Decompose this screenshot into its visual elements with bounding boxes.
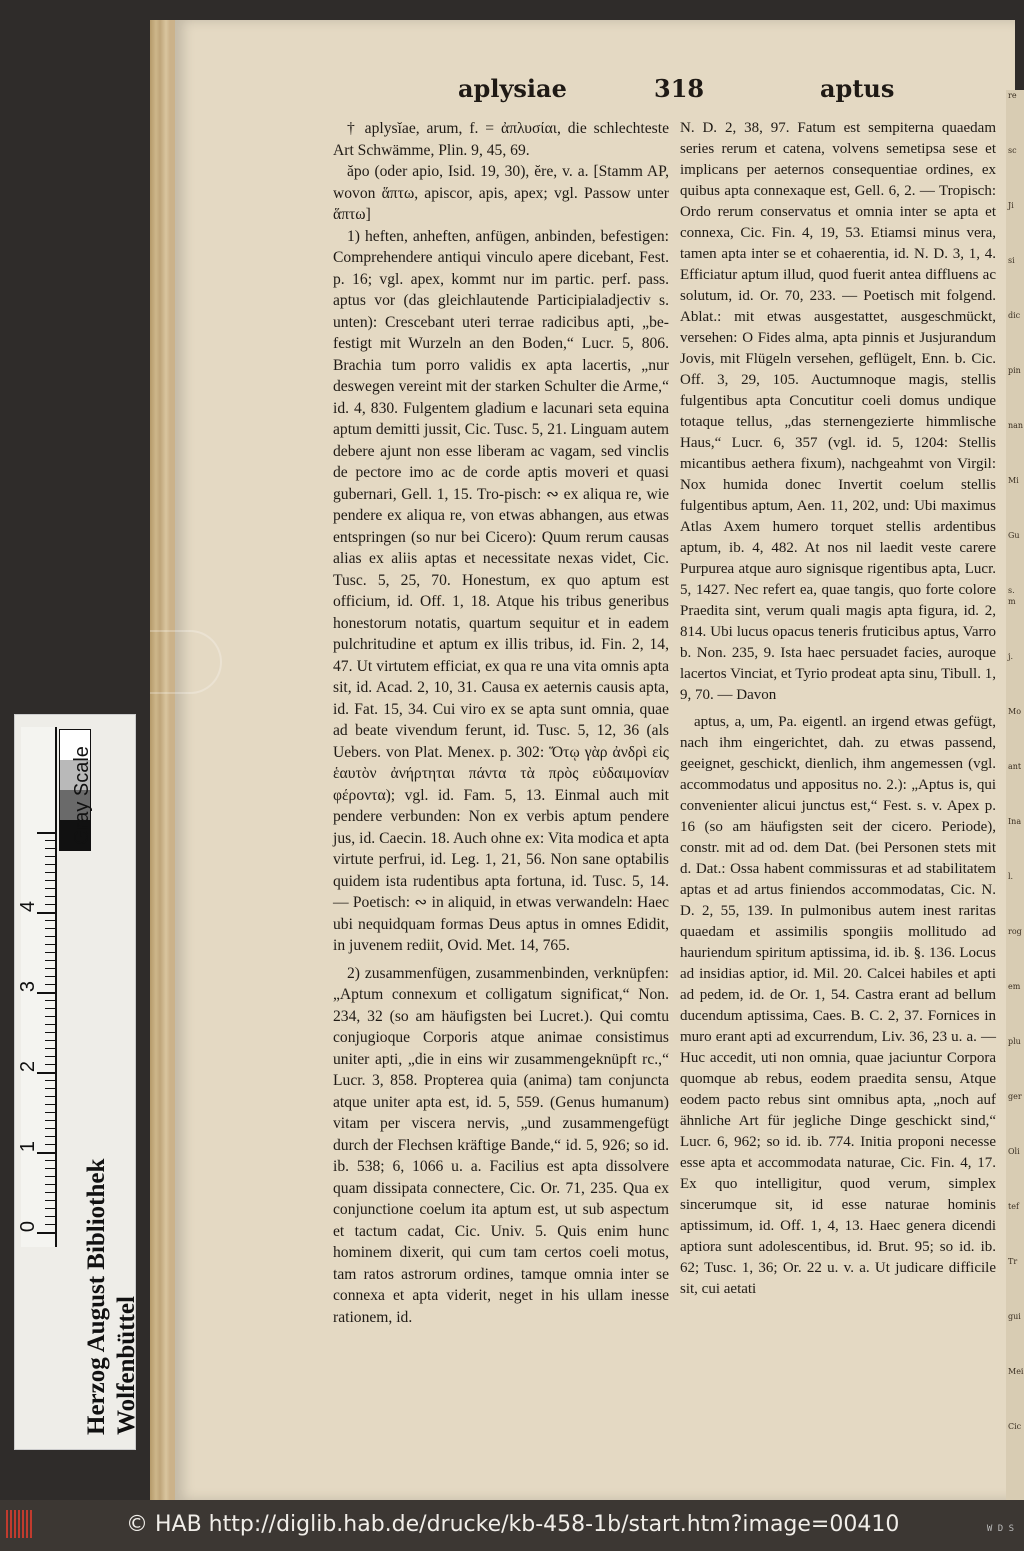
ruler-tick (45, 1024, 55, 1025)
next-page-fragment: plu (1008, 1037, 1021, 1046)
ruler-tick (45, 976, 55, 977)
ruler-tick (37, 1232, 55, 1234)
next-page-edge (1006, 90, 1024, 1500)
ruler-tick (45, 1208, 55, 1209)
ruler-tick (45, 1088, 55, 1089)
ruler-tick (45, 1080, 55, 1081)
ruler-tick (45, 952, 55, 953)
barcode-stripe (14, 1510, 16, 1538)
next-page-fragment: Tr (1008, 1257, 1018, 1266)
ruler-tick (45, 864, 55, 865)
running-head-left: aplysiae (458, 74, 567, 103)
ruler-tick (37, 1072, 55, 1074)
footer-bar (0, 1500, 1024, 1551)
ruler-tick (45, 848, 55, 849)
ruler-tick (37, 832, 55, 834)
ruler-tick (45, 840, 55, 841)
next-page-fragment: rog (1008, 927, 1022, 936)
next-page-fragment: re (1008, 91, 1017, 100)
ruler-tick (45, 1224, 55, 1225)
ruler-tick (45, 1200, 55, 1201)
next-page-fragment: Mi (1008, 476, 1019, 485)
entry-apo: ăpo (oder apio, Isid. 19, 30), ĕre, v. a. [Stamm AP, wovon ἅπτω, apiscor, apis, apex; vgl. Passow unter ἅπτω] (333, 163, 669, 223)
barcode-icon (6, 1510, 32, 1538)
scale-number: 0 (17, 1220, 40, 1233)
ruler-tick (45, 1160, 55, 1161)
ruler-tick (45, 1112, 55, 1113)
ruler-tick (45, 944, 55, 945)
ruler-tick (45, 1128, 55, 1129)
next-page-fragment: em (1008, 982, 1021, 991)
barcode-stripe (18, 1510, 20, 1538)
next-page-fragment: ant (1008, 762, 1022, 771)
next-page-fragment: Gu (1008, 531, 1020, 540)
ruler-tick (45, 888, 55, 889)
next-page-fragment: si (1008, 256, 1015, 265)
entry-apo-sense-2: 2) zusammenfügen, zusammenbinden, verknüpfen: „Aptum connexum et colligatum significat,“ Non. 234, 32 (so am häufigsten bei Lucret.). Qui comtu conjugioque Corporis atque animae consistimus uniter apti, „die in eins wir zusammengeknüpft rc.,“ Lucr. 3, 858. Propterea quia (anima) tam conjuncta atque uniter apta est, id. 5, 559. (Genus humanum) vitam per viscera nervis, „und zusammengefügt durch der Flechsen kräftige Bande,“ id. 5, 926; so id. ib. 538; 6, 1066 u. a. Facilius est apta dissolvere quam dissipata connectere, Cic. Or. 71, 235. Qua ex conjunctione coelum ita aptum est, ut sub aspectum et tactum cadat, Cic. Univ. 5. Quis enim hunc hominem dixerit, qui cum tam certos coeli motus, tam ratos astrorum ordines, tamque omnia inter se connexa et apta viderit, neget in his ullam inesse rationem, id. (333, 964, 669, 1326)
ruler-tick (45, 1096, 55, 1097)
footer-mark: W D S (986, 1524, 1014, 1534)
ruler-tick (45, 1008, 55, 1009)
next-page-fragment: tef (1008, 1202, 1019, 1211)
ruler-tick (45, 1136, 55, 1137)
next-page-fragment: Ina (1008, 817, 1022, 826)
ruler-tick (37, 912, 55, 914)
column-left (333, 118, 669, 1328)
page-number: 318 (654, 74, 705, 103)
ruler-tick (45, 1104, 55, 1105)
ruler-tick (45, 1048, 55, 1049)
next-page-fragment: Mo (1008, 707, 1022, 716)
next-page-fragment: Ji (1008, 201, 1014, 210)
next-page-fragment: nan (1008, 421, 1024, 430)
ruler-tick (45, 1168, 55, 1169)
barcode-stripe (6, 1510, 8, 1538)
ruler-tick (45, 896, 55, 897)
ruler-tick (45, 928, 55, 929)
ruler-tick (45, 1064, 55, 1065)
ruler-tick (45, 1000, 55, 1001)
entry-apo-sense-1: 1) heften, anheften, anfügen, anbinden, befestigen: Comprehendere antiqui vinculo apere dicebant, Fest. p. 16; vgl. apex, kommt nur im partic. perf. pass. aptus vor (das gleichlautende Participialadjectiv s. unten): Crescebant uteri terrae radicibus apti, „be-festigt mit Wurzeln an den Boden,“ Lucr. 5, 806. Brachia tum porro validis ex apta lacertis, „nur deswegen vereint mit der starken Schulter die Arme,“ id. 4, 830. Fulgentem gladium e lacunari seta equina aptum demitti jussit, Cic. Tusc. 5, 21. Linguam autem debere ajunt non esse liberam ac vagam, sed vinclis de pectore imo ac de corde aptis moveri et quasi gubernari, Gell. 1, 15. Tro-pisch: ∾ ex aliqua re, wie pendere ex aliqua re, von etwas abhangen, aus etwas entspringen (so nur bei Cicero): Quum rerum causas alias ex aliis aptas et necessitate nexas videt, Cic. Tusc. 5, 25, 70. Honestum, ex quo aptum est officium, id. Off. 1, 18. Atque his tribus generibus honestorum notatis, quartum sequitur et in eadem pulchritudine et aptum ex illis tribus, id. Fin. 2, 14, 47. Ut virtutem efficiat, ex qua re una vita omnis apta sit, id. Acad. 2, 10, 31. Causa ex aeternis causis apta, id. Fat. 15, 34. Cui viro ex se apta sunt omnia, quae ad beate vivendum ferunt, id. Tusc. 5, 12, 36 (als Uebers. von Plat. Menex. p. 302: Ὅτῳ γὰρ ἀνδρὶ εἰς ἑαυτὸν ἀνήρτηται πάντα τὰ πρὸς εὐδαιμονίαν φέροντα); vgl. id. Fam. 5, 13. Einmal auch mit pendere verbunden: Non ex verbis aptum pendere jus, id. Caecin. 18. Auch ohne ex: Vita modica et apta virtute perfrui, id. Leg. 1, 21, 56. Non sane optabilis quidem ista rudentibus apta fortuna, id. Tusc. 5, 14. — Poetisch: ∾ in aliquid, in etwas verwandeln: Haec ubi nequidquam formas Deus aptus in omnes Edidit, in juvenem rediit, Ovid. Met. 14, 765. (333, 227, 669, 954)
ruler-tick (45, 1032, 55, 1033)
scale-number: 3 (17, 980, 40, 993)
ruler-tick (45, 856, 55, 857)
barcode-stripe (30, 1510, 32, 1538)
library-name-line2: Wolfenbüttel (113, 1296, 140, 1435)
page-clip (150, 630, 222, 694)
ruler-tick (45, 872, 55, 873)
barcode-stripe (10, 1510, 12, 1538)
copyright-url[interactable]: © HAB http://diglib.hab.de/drucke/kb-458-1b/start.htm?image=00410 (126, 1512, 900, 1537)
ruler-tick (45, 1040, 55, 1041)
ruler-tick (45, 904, 55, 905)
ruler-tick (45, 1176, 55, 1177)
next-page-fragment: gui (1008, 1312, 1021, 1321)
ruler-tick (37, 992, 55, 994)
ruler-tick (45, 1144, 55, 1145)
next-page-fragment: pin (1008, 366, 1021, 375)
ruler-tick (45, 968, 55, 969)
next-page-fragment: l. (1008, 872, 1014, 881)
next-page-fragment: Mei (1008, 1367, 1024, 1376)
ruler-tick (45, 1016, 55, 1017)
entry-apo-continued: N. D. 2, 38, 97. Fatum est sempiterna quaedam series rerum et catena, volvens semetipsa sese et implicans per aeternos consequentiae ordines, ex quibus apta connexaque est, Gell. 6, 2. — Tropisch: Ordo rerum conservatus et omnia inter se apta et connexa, Cic. Fin. 4, 19, 53. Etiamsi minus vera, tamen apta inter se et cohaerentia, id. N. D. 3, 1, 4. Efficiatur aptum illud, quod fuerit antea diffluens ac solutum, id. Or. 70, 233. — Poetisch mit folgend. Ablat.: mit etwas ausgestattet, ausgeschmückt, versehen: O Fides alma, apta pinnis et Jusjurandum Jovis, mit Flügeln versehen, geflügelt, Enn. b. Cic. Off. 3, 29, 105. Auctumnoque magis, stellis fulgentibus apta Concutitur coeli domus undique totaque tellus, „das sternengezierte himmlische Haus,“ Lucr. 6, 357 (vgl. id. 5, 1204: Stellis micantibus aethera fixum), nachgeahmt von Virgil: Nox humida donec Invertit coelum stellis fulgentibus aptum, Aen. 11, 202, und: Ubi maximus Atlas Axem humero torquet stellis ardentibus aptum, ib. 4, 482. At nos nil laedit veste carere Purpurea atque auro signisque rigentibus apta, Lucr. 5, 1427. Nec refert ea, quae tangis, quo forte colore Praedita sint, verum quali magis apta figura, id. 2, 814. Ubi lucus opacus teneris fruticibus aptus, Varro b. Non. 235, 9. Ista haec persuadet facies, auroque lacertos Vinciat, et Tyrio prodeat apta sinu, Tibull. 1, 9, 70. — Davon (680, 120, 996, 703)
ruler-tick (45, 1056, 55, 1057)
next-page-fragment: s. m (1008, 586, 1016, 606)
ruler-tick (45, 960, 55, 961)
ruler-tick (45, 1184, 55, 1185)
ruler-tick (45, 1192, 55, 1193)
ruler-tick (45, 920, 55, 921)
ruler-tick (45, 1120, 55, 1121)
next-page-fragment: ger (1008, 1092, 1022, 1101)
scale-number: 4 (17, 900, 40, 913)
gray-scale-label: Gray Scale (71, 746, 93, 845)
ruler-tick (45, 880, 55, 881)
library-name-line1: Herzog August Bibliothek (83, 1158, 110, 1435)
entry-aplysiae: † aplysĭae, arum, f. = ἀπλυσίαι, die schlechteste Art Schwämme, Plin. 9, 45, 69. (333, 120, 669, 159)
barcode-stripe (26, 1510, 28, 1538)
ruler-tick (45, 1216, 55, 1217)
ruler-tick (37, 1152, 55, 1154)
barcode-stripe (22, 1510, 24, 1538)
ruler-tick (45, 936, 55, 937)
library-name (82, 1159, 142, 1435)
next-page-fragment: sc (1008, 146, 1017, 155)
scale-number: 2 (17, 1060, 40, 1073)
column-right (680, 118, 996, 1300)
next-page-fragment: j. (1008, 652, 1014, 661)
running-head-right: aptus (820, 74, 895, 103)
ruler-tick (45, 984, 55, 985)
scale-number: 1 (17, 1140, 40, 1153)
entry-aptus: aptus, a, um, Pa. eigentl. an irgend etwas gefügt, nach ihm eingerichtet, dah. zu etwas passend, geeignet, geschickt, dienlich, ihm angemessen (vgl. accommodatus und appositus no. 2.): „Aptus is, qui convenienter alicui junctus est,“ Fest. s. v. Apex p. 16 (so am häufigsten seit der cicero. Periode), constr. mit ad od. dem Dat. (bei Personen stets mit d. Dat.: Ossa habent commissuras et ad stabilitatem aptas et ad artus finiendos accommodatas, Cic. N. D. 2, 55, 139. In pulmonibus autem inest raritas quaedam et assimilis spongiis mollitudo ad hauriendum spiritum aptissima, id. ib. §. 136. Locus ad insidias aptior, id. Mil. 20. Calcei habiles et apti ad pedem, id. de Or. 1, 54. Castra erant ad bellum ducendum aptissima, Caes. B. C. 2, 37. Fornices in muro erant apti ad excurrendum, Liv. 36, 23 u. a. — Huc accedit, uti non omnia, quae jaciuntur Corpora quomque ab rebus, eodem praedita sensu, Atque eodem pacto rebus sint omnibus apta, „noch auf ähnliche Art für jegliche Dinge geschickt sind,“ Lucr. 6, 962; so id. ib. 774. Initia proponi necesse esse apta et accommodata naturae, Cic. Fin. 4, 17. Ex quo intelligitur, quod verum, simplex sincerumque sit, id esse naturae hominis aptissimum, id. Off. 1, 4, 13. Haec genera dicendi aptiora sunt adolescentibus, id. Brut. 95; so id. ib. 62; Tusc. 1, 36; Or. 22 u. v. a. Ut judicare difficile sit, cui aetati (680, 714, 996, 1297)
next-page-fragment: Oli (1008, 1147, 1020, 1156)
next-page-fragment: Cic (1008, 1422, 1022, 1431)
next-page-fragment: dic (1008, 311, 1021, 320)
